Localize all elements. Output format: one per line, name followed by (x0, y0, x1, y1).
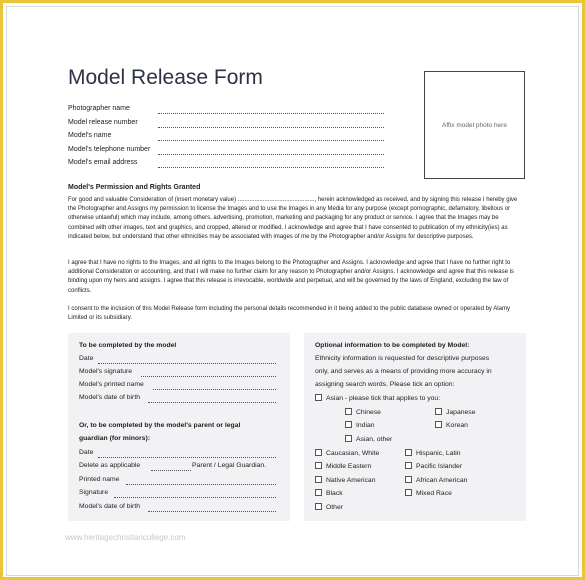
field-email-line[interactable] (158, 167, 384, 168)
checkbox-asian-other[interactable] (345, 435, 352, 442)
checkbox-japanese[interactable] (435, 408, 442, 415)
option-chinese[interactable] (345, 408, 381, 416)
option-caucasian[interactable] (315, 449, 379, 457)
consent-paragraph: I consent to the inclusion of this Model Release form including the personal details recommended in it being added to the public database owned or operated by Alamy Limited or its subsidiary. (68, 306, 510, 322)
checkbox-korean[interactable] (435, 421, 442, 428)
permission-paragraph-2: I agree that I have no rights to the Images, and all rights to the Images belong to the Photographer and Assigns. I acknowledge and agree that I have no further right to additional Consideration or accounting, and that I will make no further claim for any reason to Photographer and/or Assigns. I acknowledge and agree that this release is binding upon my heirs and assigns. I agree that this release is irrevocable, worldwide and perpetual, and will be governed by the laws of England, excluding the law of conflicts. (68, 260, 514, 294)
guardian-delete-label: Delete as applicable (79, 462, 141, 469)
guardian-date-line[interactable] (98, 457, 276, 458)
option-asian-other[interactable] (345, 435, 392, 443)
option-other-label: Other (326, 504, 343, 511)
option-asian-other-label: Asian, other (356, 436, 393, 443)
guardian-dob-line[interactable] (148, 511, 276, 512)
option-black[interactable] (315, 489, 343, 497)
option-asian[interactable] (315, 394, 440, 402)
field-photographer-name: Photographer name (68, 105, 130, 112)
option-middle-eastern-label: Middle Eastern (326, 463, 372, 470)
model-dob-line[interactable] (148, 402, 276, 403)
field-release-number: Model release number (68, 119, 138, 126)
checkbox-african-american[interactable] (405, 476, 412, 483)
field-telephone: Model's telephone number (68, 146, 151, 153)
checkbox-mixed-race[interactable] (405, 489, 412, 496)
checkbox-black[interactable] (315, 489, 322, 496)
option-native-american-label: Native American (326, 477, 376, 484)
option-middle-eastern[interactable] (315, 462, 371, 470)
watermark: www.heritagechristiancollege.com (65, 533, 186, 542)
option-indian[interactable] (345, 421, 375, 429)
field-photographer-name-line[interactable] (158, 113, 384, 114)
ethnicity-desc-1: Ethnicity information is requested for descriptive purposes (315, 355, 490, 362)
checkbox-hispanic[interactable] (405, 449, 412, 456)
model-printed-name-line[interactable] (153, 389, 276, 390)
model-date-line[interactable] (98, 363, 276, 364)
checkbox-middle-eastern[interactable] (315, 462, 322, 469)
checkbox-pacific-islander[interactable] (405, 462, 412, 469)
checkbox-other[interactable] (315, 503, 322, 510)
ethnicity-desc-3: assigning search words. Please tick an option: (315, 381, 455, 388)
option-japanese[interactable] (435, 408, 475, 416)
model-date-label: Date (79, 355, 94, 362)
option-korean-label: Korean (446, 422, 468, 429)
model-section-heading: To be completed by the model (79, 342, 177, 349)
permission-paragraph-1: For good and valuable Consideration of (insert monetary value) .............................................., herein acknowledged as received, and by signing this release I hereby give the Photographer and Assigns my permission to license the Images and to use the Images in any Media for any purpose (except pornographic, defamatory, libellous or otherwise unlawful) which may include, among others, advertising, promotion, marketing and packaging for any product or service. I agree that the Images may be combined with other images, text and graphics, and cropped, altered or modified. I acknowledge and agree that I have consented to publication of my ethnicity(ies) as indicated below, but understand that other ethnicities may be associated with images of me by the Photographer and/or Assigns for descriptive purposes. (68, 197, 518, 240)
option-asian-label: Asian - please tick that applies to you: (326, 395, 441, 402)
checkbox-caucasian[interactable] (315, 449, 322, 456)
checkbox-indian[interactable] (345, 421, 352, 428)
option-hispanic-label: Hispanic, Latin (416, 450, 461, 457)
ethnicity-desc-2: only, and serves as a means of providing more accuracy in (315, 368, 492, 375)
field-model-name-line[interactable] (158, 140, 384, 141)
photo-placeholder-text: Affix model photo here (442, 121, 507, 129)
option-mixed-race[interactable] (405, 489, 452, 497)
guardian-signature-label: Signature (79, 489, 109, 496)
permission-heading: Model's Permission and Rights Granted (68, 184, 201, 191)
field-release-number-line[interactable] (158, 127, 384, 128)
model-signature-line[interactable] (141, 376, 276, 377)
field-telephone-line[interactable] (158, 154, 384, 155)
option-african-american-label: African American (416, 477, 468, 484)
photo-placeholder-box (424, 71, 525, 179)
guardian-dob-label: Model's date of birth (79, 503, 140, 510)
guardian-printed-name-label: Printed name (79, 476, 120, 483)
option-pacific-islander-label: Pacific Islander (416, 463, 463, 470)
option-mixed-race-label: Mixed Race (416, 490, 452, 497)
option-korean[interactable] (435, 421, 468, 429)
field-email: Model's email address (68, 159, 138, 166)
option-caucasian-label: Caucasian, White (326, 450, 380, 457)
guardian-delete-line[interactable] (151, 470, 191, 471)
model-dob-label: Model's date of birth (79, 394, 140, 401)
form-title: Model Release Form (68, 66, 263, 89)
option-other[interactable] (315, 503, 343, 511)
option-indian-label: Indian (356, 422, 375, 429)
option-hispanic[interactable] (405, 449, 461, 457)
option-japanese-label: Japanese (446, 409, 476, 416)
checkbox-native-american[interactable] (315, 476, 322, 483)
option-pacific-islander[interactable] (405, 462, 462, 470)
ethnicity-heading: Optional information to be completed by Model: (315, 342, 470, 349)
model-signature-label: Model's signature (79, 368, 133, 375)
field-model-name: Model's name (68, 132, 112, 139)
checkbox-chinese[interactable] (345, 408, 352, 415)
option-chinese-label: Chinese (356, 409, 381, 416)
option-native-american[interactable] (315, 476, 376, 484)
guardian-signature-line[interactable] (114, 497, 276, 498)
guardian-printed-name-line[interactable] (126, 484, 276, 485)
guardian-heading-line-1: Or, to be completed by the model's parent or legal (79, 422, 241, 429)
guardian-date-label: Date (79, 449, 94, 456)
guardian-parent-option[interactable]: Parent / Legal Guardian. (192, 462, 267, 469)
model-printed-name-label: Model's printed name (79, 381, 144, 388)
option-african-american[interactable] (405, 476, 467, 484)
checkbox-asian[interactable] (315, 394, 322, 401)
option-black-label: Black (326, 490, 343, 497)
guardian-heading-line-2: guardian (for minors): (79, 435, 150, 442)
